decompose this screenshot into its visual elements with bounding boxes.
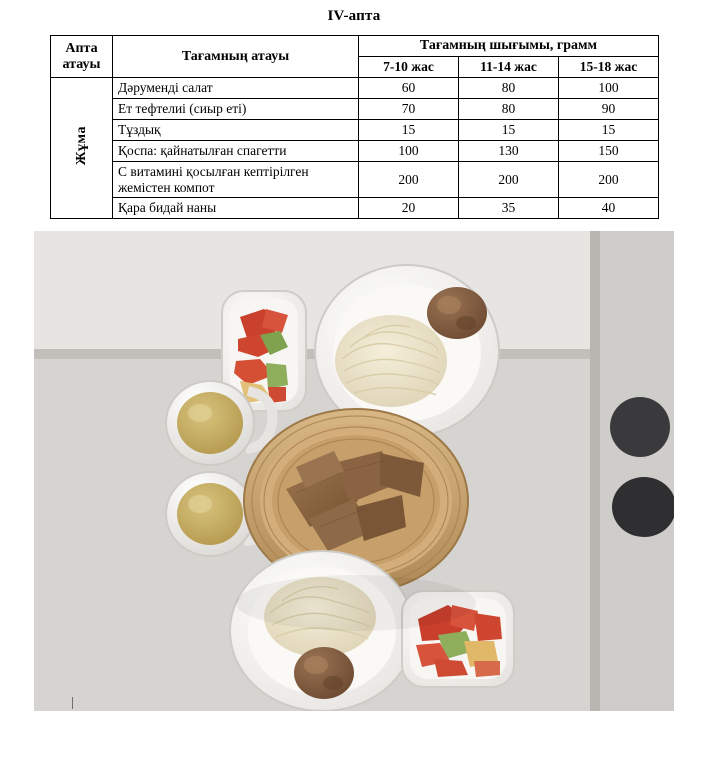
value-5-7-10: 20 bbox=[359, 198, 459, 219]
header-week-name-line2: атауы bbox=[62, 56, 101, 72]
meal-photo bbox=[34, 231, 674, 711]
week-label-text: Жұма bbox=[73, 126, 89, 166]
week-label-cell bbox=[51, 78, 113, 219]
header-dish-name: Тағамның атауы bbox=[113, 36, 359, 78]
page-title: IV-апта bbox=[327, 8, 381, 24]
value-3-15-18: 150 bbox=[559, 141, 659, 162]
table-row bbox=[51, 78, 659, 99]
dish-name-4: С витамині қосылған кептірілген жемістен компот bbox=[113, 162, 359, 198]
value-2-7-10: 15 bbox=[359, 120, 459, 141]
value-1-11-14: 80 bbox=[459, 99, 559, 120]
photo-dark-object-bottom bbox=[612, 477, 674, 537]
dish-name-0: Дәруменді салат bbox=[113, 78, 359, 99]
dish-name-3: Қоспа: қайнатылған спагетти bbox=[113, 141, 359, 162]
dish-name-5: Қара бидай наны bbox=[113, 198, 359, 219]
compote-drink-2 bbox=[177, 483, 243, 545]
table-row bbox=[51, 162, 659, 198]
photo-right-panel bbox=[590, 231, 674, 711]
header-age-15-18: 15-18 жас bbox=[559, 57, 659, 78]
value-2-11-14: 15 bbox=[459, 120, 559, 141]
table-header-row-1 bbox=[51, 36, 659, 57]
value-5-11-14: 35 bbox=[459, 198, 559, 219]
header-week-name bbox=[51, 36, 113, 78]
page-bottom-mark bbox=[72, 697, 73, 709]
photo-right-panel-edge bbox=[590, 231, 600, 711]
value-0-15-18: 100 bbox=[559, 78, 659, 99]
photo-dark-object-top bbox=[610, 397, 670, 457]
header-week-name-line1: Апта bbox=[65, 40, 98, 56]
dish-name-1: Ет тефтелиі (сиыр еті) bbox=[113, 99, 359, 120]
photo-shadow bbox=[236, 575, 476, 631]
value-2-15-18: 15 bbox=[559, 120, 659, 141]
value-1-7-10: 70 bbox=[359, 99, 459, 120]
table-row bbox=[51, 99, 659, 120]
compote-drink bbox=[177, 392, 243, 454]
value-1-15-18: 90 bbox=[559, 99, 659, 120]
value-4-11-14: 200 bbox=[459, 162, 559, 198]
meatball-2 bbox=[294, 647, 354, 699]
value-4-15-18: 200 bbox=[559, 162, 659, 198]
value-0-11-14: 80 bbox=[459, 78, 559, 99]
meatball bbox=[427, 287, 487, 339]
menu-table bbox=[50, 35, 659, 219]
header-age-11-14: 11-14 жас bbox=[459, 57, 559, 78]
header-output: Тағамның шығымы, грамм bbox=[359, 36, 659, 57]
value-4-7-10: 200 bbox=[359, 162, 459, 198]
value-3-11-14: 130 bbox=[459, 141, 559, 162]
bottom-plate bbox=[230, 551, 414, 711]
value-3-7-10: 100 bbox=[359, 141, 459, 162]
table-row bbox=[51, 141, 659, 162]
menu-table-container bbox=[50, 35, 658, 219]
header-age-7-10: 7-10 жас bbox=[359, 57, 459, 78]
value-0-7-10: 60 bbox=[359, 78, 459, 99]
table-row bbox=[51, 198, 659, 219]
table-row bbox=[51, 120, 659, 141]
meal-photo-container bbox=[34, 231, 674, 711]
value-5-15-18: 40 bbox=[559, 198, 659, 219]
dish-name-2: Тұздық bbox=[113, 120, 359, 141]
